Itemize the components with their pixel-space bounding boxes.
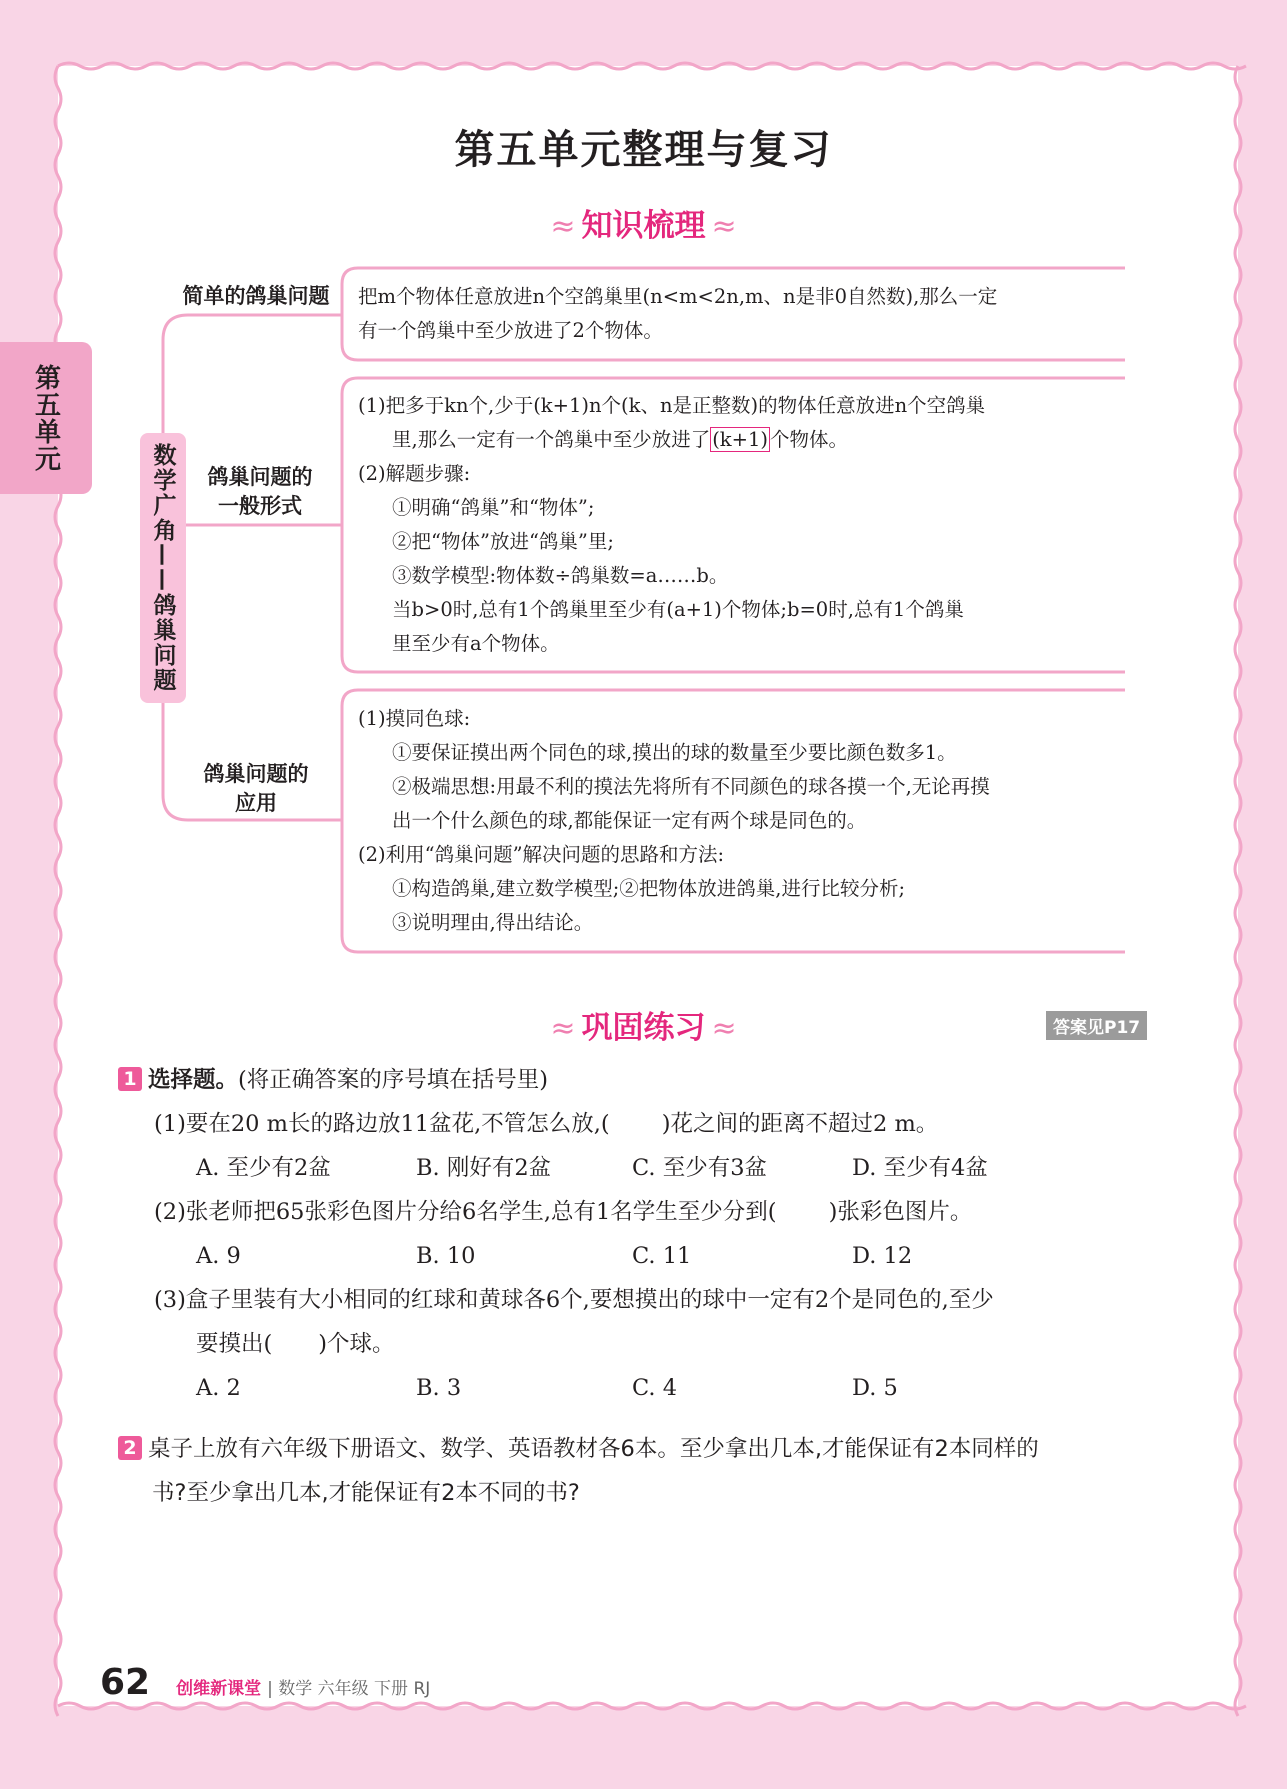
wave-deco-icon: ≈ [711,1011,737,1046]
content-line: 把m个物体任意放进n个空鸽巢里(n<m<2n,m、n是非0自然数),那么一定 [358,285,998,308]
question-1 [118,1058,1168,1410]
branch-label-general [190,463,330,521]
sub-question-text: )张彩色图片。 [828,1199,973,1225]
content-line-part: 个物体。 [769,428,848,451]
branch-label-general-line1: 鸽巢问题的 [207,465,313,489]
content-general [358,389,1118,661]
section-heading-knowledge [0,200,1287,245]
question-2 [118,1427,1168,1515]
option-c[interactable]: C. 11 [632,1243,692,1269]
branch-label-application-line2: 应用 [235,791,277,815]
options-row [118,1234,1168,1278]
unit-side-tab-label: 第五单元 [30,364,61,472]
options-row [118,1146,1168,1190]
mindmap-root [140,433,186,703]
content-line: ①构造鸽巢,建立数学模型;②把物体放进鸽巢,进行比较分析; [392,877,906,900]
question-number-badge: 1 [118,1067,142,1091]
option-a[interactable]: A. 至少有2盆 [196,1155,331,1181]
mindmap-root-label: 数学广角——鸽巢问题 [149,443,176,693]
question-text: 桌子上放有六年级下册语文、数学、英语教材各6本。至少拿出几本,才能保证有2本同样的 [148,1436,1039,1462]
highlight-box: (k+1) [712,428,768,451]
answer-reference-badge: 答案见P17 [1046,1011,1147,1040]
option-c[interactable]: C. 至少有3盆 [632,1155,768,1181]
brand-name: 创维新课堂 [176,1679,262,1699]
page-title: 第五单元整理与复习 [454,127,833,173]
option-a[interactable]: A. 2 [196,1375,241,1401]
content-line: ②极端思想:用最不利的摸法先将所有不同颜色的球各摸一个,无论再摸 [392,775,990,798]
content-line: ③说明理由,得出结论。 [392,911,594,934]
content-line: (2)利用“鸽巢问题”解决问题的思路和方法: [358,843,725,866]
content-line: ③数学模型:物体数÷鸽巢数=a……b。 [392,564,729,587]
sub-question-text: )个球。 [318,1331,395,1357]
content-line: 有一个鸽巢中至少放进了2个物体。 [358,319,663,342]
section-heading-practice-label: 巩固练习 [581,1010,706,1046]
content-line: (2)解题步骤: [358,462,471,485]
question-number-badge: 2 [118,1436,142,1460]
content-application [358,702,1118,940]
sub-question-1 [118,1102,1168,1146]
option-d[interactable]: D. 12 [852,1243,913,1269]
sub-question-text: (1)要在20 m长的路边放11盆花,不管怎么放,( [154,1111,610,1137]
content-simple [358,280,1118,348]
content-line: ②把“物体”放进“鸽巢”里; [392,530,614,553]
content-line: ①明确“鸽巢”和“物体”; [392,496,595,519]
option-a[interactable]: A. 9 [196,1243,241,1269]
page-number: 62 [100,1662,151,1703]
option-d[interactable]: D. 5 [852,1375,898,1401]
question-hint: (将正确答案的序号填在括号里) [238,1067,549,1093]
sub-question-3-cont [118,1322,1168,1366]
branch-label-application-line1: 鸽巢问题的 [203,762,309,786]
content-line [358,423,1118,457]
sub-question-text: (2)张老师把65张彩色图片分给6名学生,总有1名学生至少分到( [154,1199,777,1225]
option-c[interactable]: C. 4 [632,1375,678,1401]
page-footer [100,1662,430,1703]
sub-question-2 [118,1190,1168,1234]
unit-side-tab [0,342,92,494]
option-b[interactable]: B. 10 [416,1243,476,1269]
content-line-part: 里,那么一定有一个鸽巢中至少放进了 [392,428,711,451]
question-1-title [118,1058,1168,1102]
question-title: 选择题。 [148,1067,239,1093]
question-2-line2: 书?至少拿出几本,才能保证有2本不同的书? [152,1480,580,1506]
content-line: 里至少有a个物体。 [392,632,560,655]
option-d[interactable]: D. 至少有4盆 [852,1155,988,1181]
branch-label-general-line2: 一般形式 [218,494,302,518]
content-line: 当b>0时,总有1个鸽巢里至少有(a+1)个物体;b=0时,总有1个鸽巢 [392,598,964,621]
branch-label-application [186,760,326,818]
options-row [118,1366,1168,1410]
content-line: 出一个什么颜色的球,都能保证一定有两个球是同色的。 [392,809,867,832]
book-info: | 数学 六年级 下册 RJ [267,1679,431,1699]
content-line: (1)把多于kn个,少于(k+1)n个(k、n是正整数)的物体任意放进n个空鸽巢 [358,394,986,417]
option-b[interactable]: B. 刚好有2盆 [416,1155,552,1181]
option-b[interactable]: B. 3 [416,1375,462,1401]
section-heading-knowledge-label: 知识梳理 [581,208,706,244]
sub-question-text: )花之间的距离不超过2 m。 [661,1111,939,1137]
branch-label-simple: 简单的鸽巢问题 [182,284,330,308]
content-line: ①要保证摸出两个同色的球,摸出的球的数量至少要比颜色数多1。 [392,741,957,764]
content-line: (1)摸同色球: [358,707,471,730]
question-2-line1 [118,1427,1168,1471]
wave-deco-icon: ≈ [550,1011,576,1046]
sub-question-3: (3)盒子里装有大小相同的红球和黄球各6个,要想摸出的球中一定有2个是同色的,至少 [154,1287,994,1313]
wave-deco-icon: ≈ [550,209,576,244]
sub-question-text: 要摸出( [196,1331,273,1357]
wave-deco-icon: ≈ [711,209,737,244]
